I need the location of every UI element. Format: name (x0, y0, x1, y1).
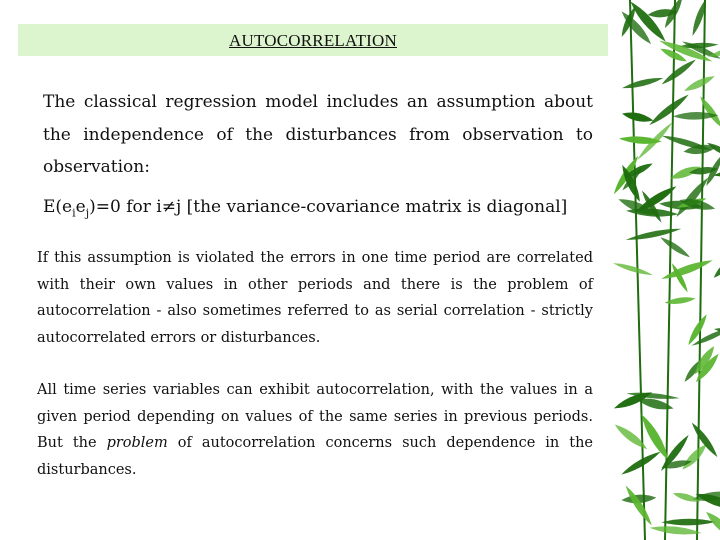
equation-sub-i: i (72, 206, 76, 220)
para3-after: of autocorrelation concerns such dependence in the disturbances. (37, 435, 593, 478)
violation-paragraph: If this assumption is violated the errors in one time period are correlated with their own values in other periods and there is the problem of autocorrelation - also sometimes referred to as serial correlation - strictly autocorrelated errors or disturbances. (37, 250, 593, 346)
time-series-paragraph (37, 377, 593, 483)
assumption-equation (43, 193, 603, 227)
para3-before: All time series variables can exhibit autocorrelation, with the values in a given period depending on values of the same series in previous periods. But the (37, 382, 593, 451)
slide-title: AUTOCORRELATION (229, 31, 397, 50)
title-band (18, 24, 608, 56)
para3-italic: problem (106, 435, 168, 451)
equation-sub-j: j (85, 206, 90, 220)
bamboo-leaves-icon (605, 0, 720, 540)
equation-prefix: E(e (43, 197, 73, 217)
equation-mid: e (75, 197, 86, 217)
equation-suffix: )=0 for i≠j [the variance-covariance matrix is diagonal] (89, 197, 568, 217)
intro-paragraph: The classical regression model includes an assumption about the independence of the disturbances from observation to observation: (43, 92, 593, 177)
